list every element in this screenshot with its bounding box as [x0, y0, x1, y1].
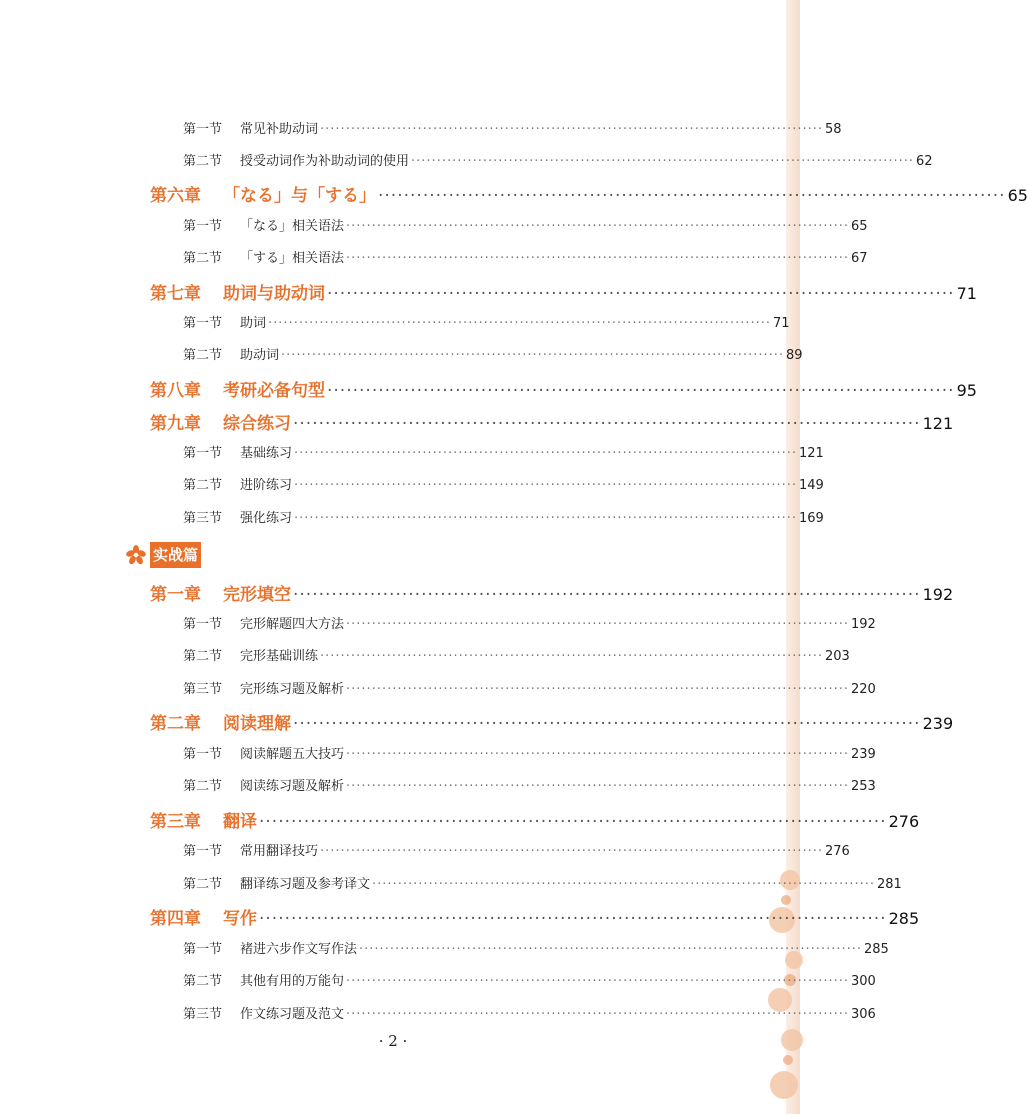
section-label: 第二节	[183, 251, 223, 266]
dot-leader: ··································································································	[320, 844, 823, 859]
page-ref: 253	[851, 779, 876, 794]
chapter-title: 助词与助动词	[223, 284, 325, 304]
page-ref: 65	[851, 219, 868, 234]
page-ref: 220	[851, 682, 876, 697]
page-ref: 169	[799, 511, 824, 526]
section-label: 第二节	[183, 877, 223, 892]
section-title: 作文练习题及范文	[240, 1007, 345, 1022]
toc-section-entry[interactable]	[183, 613, 876, 632]
page-ref: 89	[786, 348, 803, 363]
dot-leader: ··································································································	[294, 511, 797, 526]
section-title: 阅读解题五大技巧	[240, 747, 345, 762]
section-title: 完形解题四大方法	[240, 617, 345, 632]
chapter-label: 第六章	[150, 186, 201, 206]
section-label: 第二节	[183, 154, 223, 169]
dot-leader: ··································································································	[259, 812, 887, 832]
toc-chapter-entry[interactable]	[150, 181, 1028, 206]
dot-leader: ··································································································	[346, 974, 849, 989]
section-label: 第一节	[183, 942, 223, 957]
page-ref: 276	[825, 844, 850, 859]
toc-section-entry[interactable]	[183, 312, 790, 331]
toc-section-entry[interactable]	[183, 743, 876, 762]
toc-chapter-entry[interactable]	[150, 409, 954, 434]
chapter-label: 第四章	[150, 909, 201, 929]
section-title: 褚进六步作文写作法	[240, 942, 358, 957]
dot-leader: ··································································································	[346, 251, 849, 266]
dot-leader: ··································································································	[346, 747, 849, 762]
section-title: 完形基础训练	[240, 649, 319, 664]
page-ref: 58	[825, 122, 842, 137]
section-label: 第一节	[183, 219, 223, 234]
section-label: 第一节	[183, 316, 223, 331]
page-number: · 2 ·	[378, 1032, 408, 1050]
section-title: 常见补助动词	[240, 122, 319, 137]
toc-chapter-entry[interactable]	[150, 807, 920, 832]
dot-leader: ··································································································	[411, 154, 914, 169]
section-title: 「する」相关语法	[240, 251, 345, 266]
section-title: 助词	[240, 316, 267, 331]
section-label: 第三节	[183, 511, 223, 526]
section-label: 第二节	[183, 348, 223, 363]
dot-leader: ··································································································	[346, 219, 849, 234]
section-title: 进阶练习	[240, 478, 293, 493]
toc-chapter-entry[interactable]	[150, 580, 954, 605]
page-ref: 67	[851, 251, 868, 266]
toc-section-entry[interactable]	[183, 1003, 876, 1022]
page-ref: 203	[825, 649, 850, 664]
section-label: 第一节	[183, 617, 223, 632]
dot-leader: ··································································································	[293, 714, 921, 734]
dot-leader: ··································································································	[293, 414, 921, 434]
page-ref: 285	[888, 909, 920, 928]
dot-leader: ··································································································	[320, 649, 823, 664]
toc-section-entry[interactable]	[183, 344, 803, 363]
chapter-label: 第七章	[150, 284, 201, 304]
toc-section-entry[interactable]	[183, 150, 933, 169]
chapter-label: 第八章	[150, 381, 201, 401]
dot-leader: ··································································································	[259, 909, 887, 929]
dot-leader: ··································································································	[293, 585, 921, 605]
toc-section-entry[interactable]	[183, 507, 824, 526]
page-ref: 95	[956, 381, 977, 400]
section-label: 第二节	[183, 779, 223, 794]
toc-chapter-entry[interactable]	[150, 279, 977, 304]
chapter-label: 第三章	[150, 812, 201, 832]
chapter-label: 第九章	[150, 414, 201, 434]
toc-chapter-entry[interactable]	[150, 709, 954, 734]
chapter-title: 翻译	[223, 812, 257, 832]
dot-leader: ··································································································	[372, 877, 875, 892]
page-ref: 300	[851, 974, 876, 989]
section-label: 第三节	[183, 682, 223, 697]
chapter-label: 第一章	[150, 585, 201, 605]
section-label: 第一节	[183, 446, 223, 461]
dot-leader: ··································································································	[346, 682, 849, 697]
dot-leader: ··································································································	[346, 779, 849, 794]
chapter-title: 阅读理解	[223, 714, 291, 734]
page-ref: 121	[922, 414, 954, 433]
section-title: 强化练习	[240, 511, 293, 526]
section-title: 常用翻译技巧	[240, 844, 319, 859]
dot-leader: ··································································································	[281, 348, 784, 363]
flower-icon	[126, 545, 146, 565]
dot-leader: ··································································································	[346, 1007, 849, 1022]
toc-section-entry[interactable]	[183, 645, 850, 664]
section-label: 第二节	[183, 649, 223, 664]
toc-section-entry[interactable]	[183, 247, 868, 266]
toc-section-entry[interactable]	[183, 840, 850, 859]
page-ref: 65	[1007, 186, 1028, 205]
toc-section-entry[interactable]	[183, 938, 889, 957]
page-ref: 192	[851, 617, 876, 632]
page-ref: 281	[877, 877, 902, 892]
part-title: 实战篇	[150, 542, 201, 568]
dot-leader: ··································································································	[359, 942, 862, 957]
section-label: 第二节	[183, 974, 223, 989]
toc-section-entry[interactable]	[183, 775, 876, 794]
page-ref: 71	[956, 284, 977, 303]
section-label: 第一节	[183, 747, 223, 762]
dot-leader: ··································································································	[320, 122, 823, 137]
chapter-title: 综合练习	[223, 414, 291, 434]
page-ref: 192	[922, 585, 954, 604]
chapter-label: 第二章	[150, 714, 201, 734]
page-ref: 62	[916, 154, 933, 169]
section-title: 基础练习	[240, 446, 293, 461]
section-title: 翻译练习题及参考译文	[240, 877, 371, 892]
section-title: 阅读练习题及解析	[240, 779, 345, 794]
dot-leader: ··································································································	[294, 478, 797, 493]
toc-chapter-entry[interactable]	[150, 376, 977, 401]
toc-section-entry[interactable]	[183, 215, 868, 234]
dot-leader: ··································································································	[378, 186, 1006, 206]
section-title: 其他有用的万能句	[240, 974, 345, 989]
page-ref: 121	[799, 446, 824, 461]
page-ref: 285	[864, 942, 889, 957]
dot-leader: ··································································································	[327, 381, 955, 401]
toc-section-entry[interactable]	[183, 678, 876, 697]
section-label: 第一节	[183, 844, 223, 859]
section-label: 第三节	[183, 1007, 223, 1022]
dot-leader: ··································································································	[346, 617, 849, 632]
dot-leader: ··································································································	[268, 316, 771, 331]
chapter-title: 「なる」与「する」	[223, 186, 376, 206]
toc-chapter-entry[interactable]	[150, 904, 920, 929]
section-label: 第一节	[183, 122, 223, 137]
toc-section-entry[interactable]	[183, 970, 876, 989]
page-ref: 149	[799, 478, 824, 493]
section-title: 「なる」相关语法	[240, 219, 345, 234]
toc-section-entry[interactable]	[183, 118, 842, 137]
chapter-title: 写作	[223, 909, 257, 929]
toc-section-entry[interactable]	[183, 442, 824, 461]
page-ref: 306	[851, 1007, 876, 1022]
section-title: 完形练习题及解析	[240, 682, 345, 697]
page-ref: 276	[888, 812, 920, 831]
toc-section-entry[interactable]	[183, 873, 902, 892]
section-title: 助动词	[240, 348, 280, 363]
section-label: 第二节	[183, 478, 223, 493]
dot-leader: ··································································································	[294, 446, 797, 461]
toc-section-entry[interactable]	[183, 474, 824, 493]
dot-leader: ··································································································	[327, 284, 955, 304]
part-header	[126, 542, 201, 568]
page-ref: 239	[922, 714, 954, 733]
section-title: 授受动词作为补助动词的使用	[240, 154, 410, 169]
page-ref: 71	[773, 316, 790, 331]
chapter-title: 考研必备句型	[223, 381, 325, 401]
chapter-title: 完形填空	[223, 585, 291, 605]
page-ref: 239	[851, 747, 876, 762]
